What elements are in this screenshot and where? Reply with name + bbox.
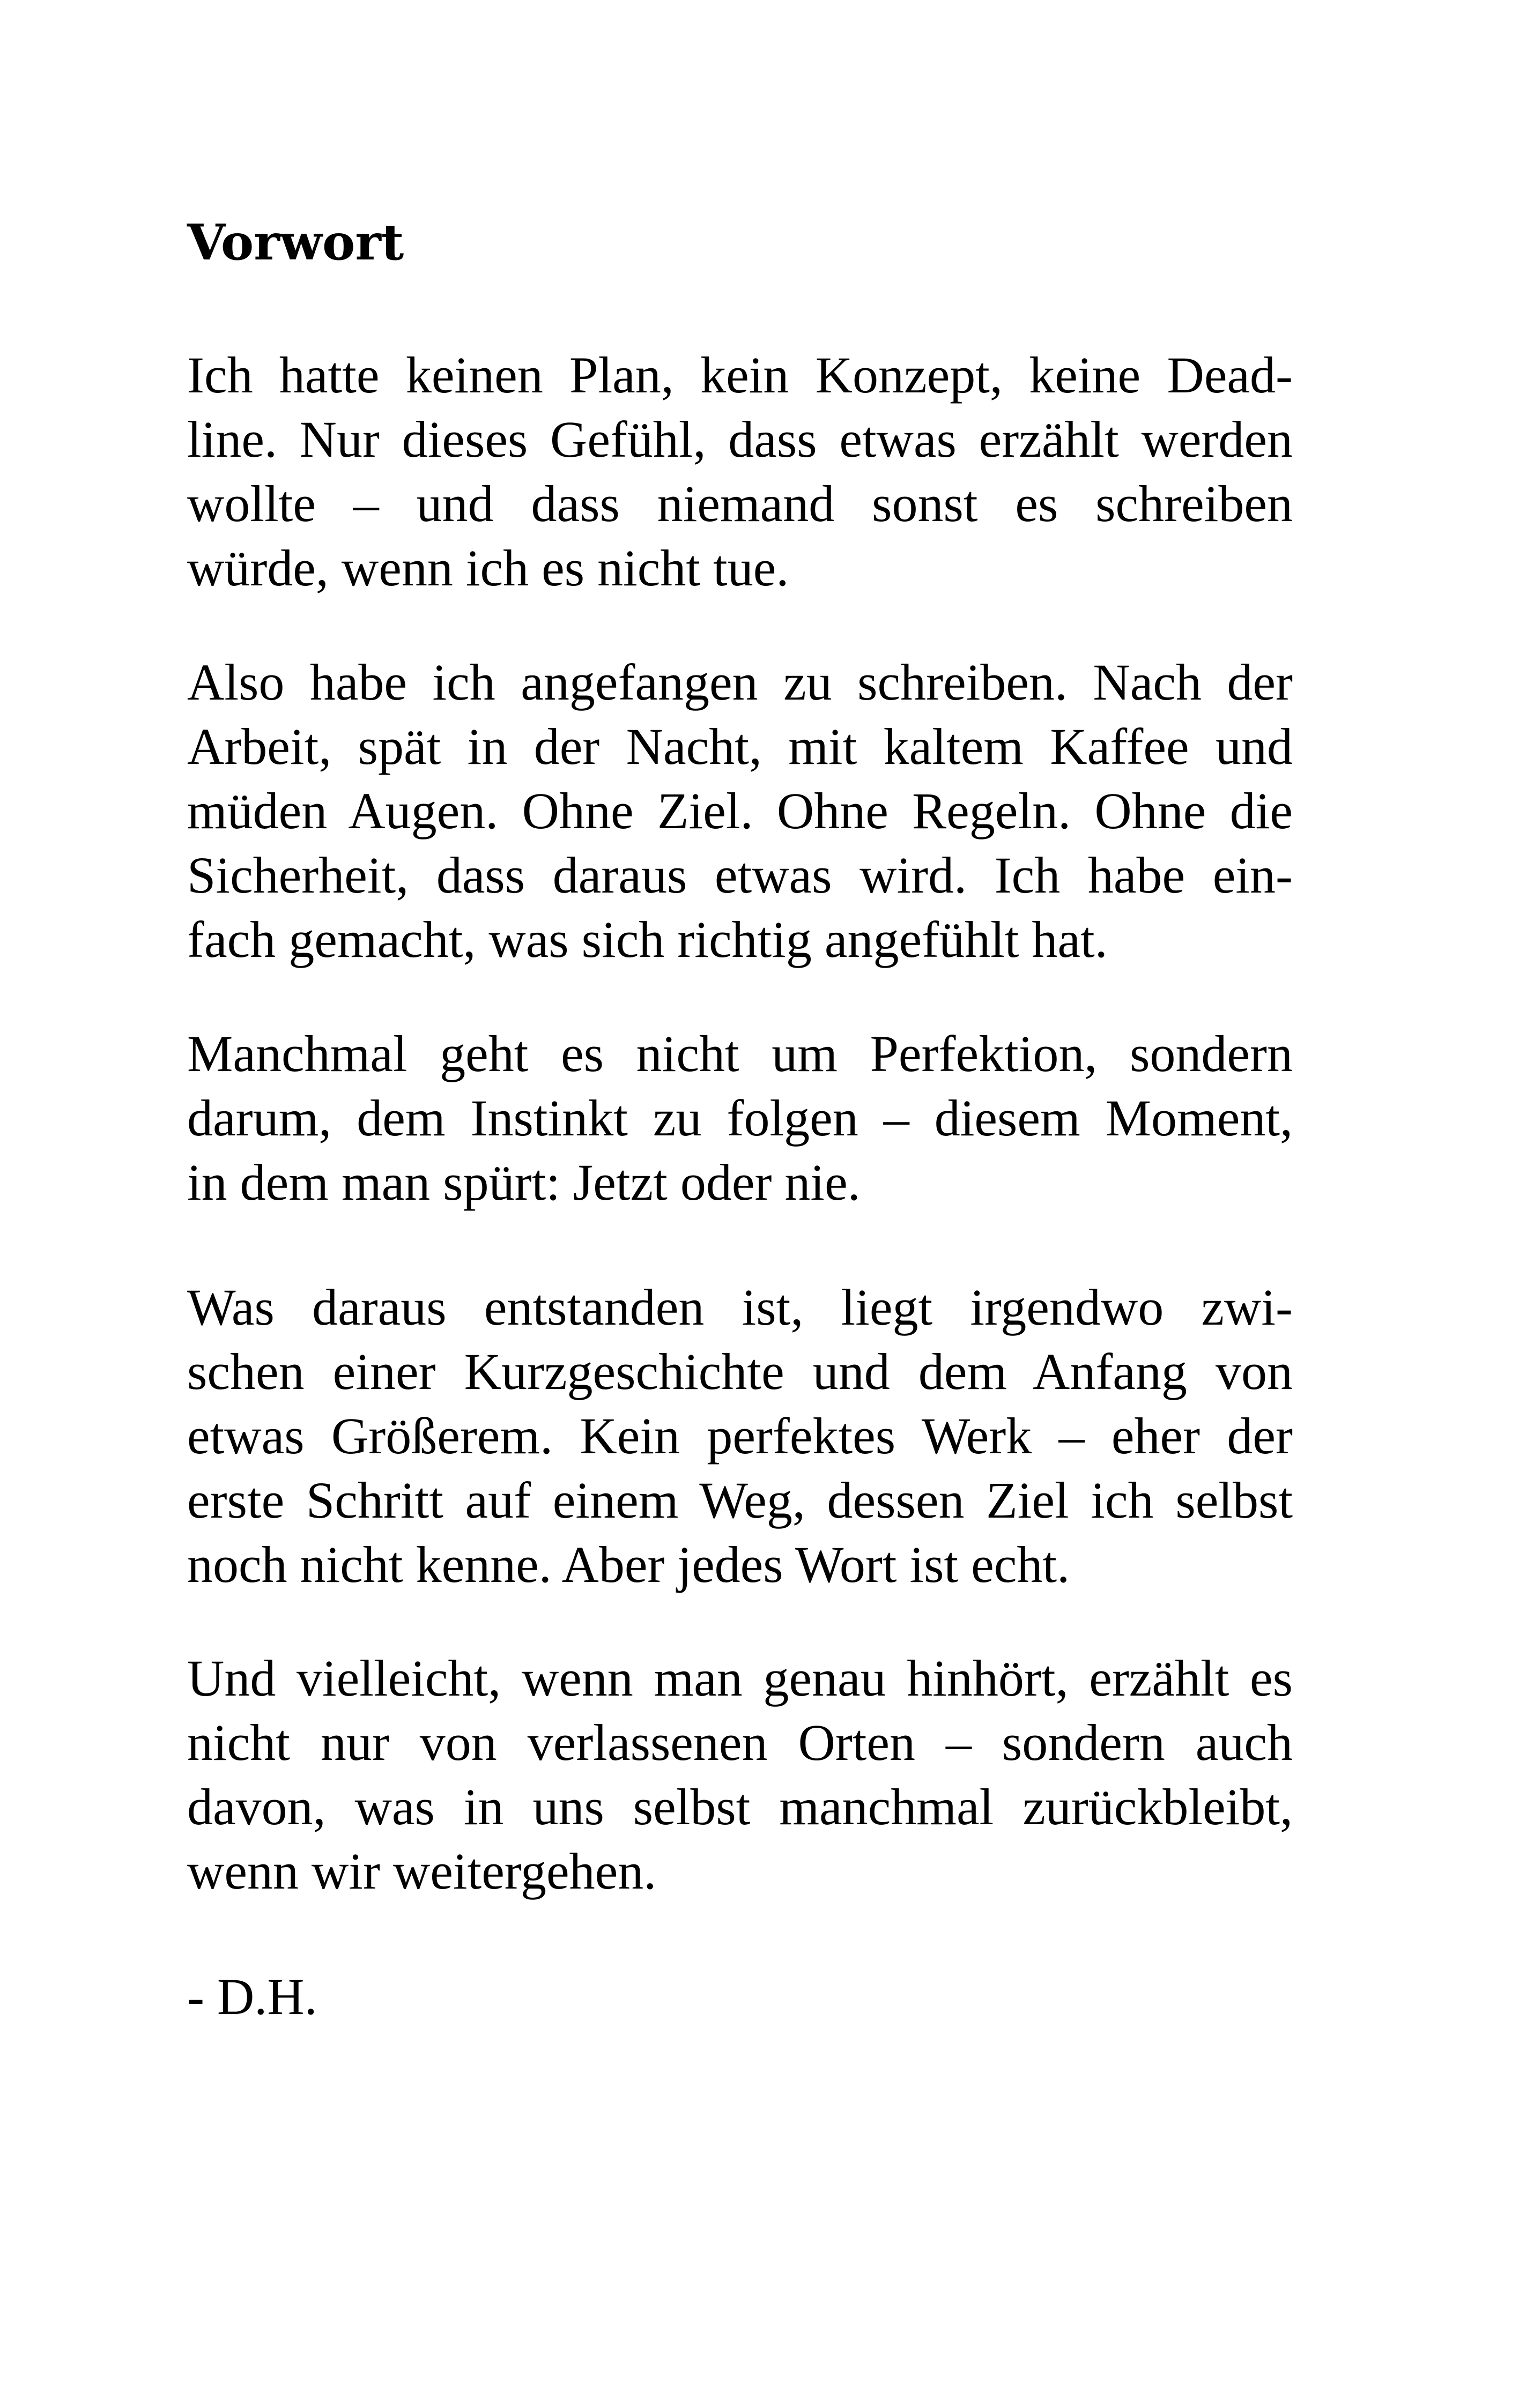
text-line: Und vielleicht, wenn man genau hinhört, erzählt es xyxy=(187,1649,1293,1707)
paragraph-4 xyxy=(187,1275,1293,1597)
text-line: in dem man spürt: Jetzt oder nie. xyxy=(187,1154,861,1211)
text-line: etwas Größerem. Kein perfektes Werk – eher der xyxy=(187,1407,1293,1465)
author-signature: - D.H. xyxy=(187,1968,317,2025)
text-line: Manchmal geht es nicht um Perfektion, sondern xyxy=(187,1025,1293,1082)
text-line: wollte – und dass niemand sonst es schreiben xyxy=(187,475,1293,532)
text-line: davon, was in uns selbst manchmal zurückbleibt, xyxy=(187,1778,1293,1835)
text-line: wenn wir weitergehen. xyxy=(187,1842,657,1900)
paragraph-5 xyxy=(187,1646,1293,1904)
text-line: Sicherheit, dass daraus etwas wird. Ich habe ein- xyxy=(187,846,1293,904)
text-line: nicht nur von verlassenen Orten – sondern auch xyxy=(187,1714,1293,1771)
text-line: erste Schritt auf einem Weg, dessen Ziel ich selbst xyxy=(187,1471,1293,1529)
text-line: Was daraus entstanden ist, liegt irgendwo zwi- xyxy=(187,1279,1293,1336)
text-line: Ich hatte keinen Plan, kein Konzept, keine Dead- xyxy=(187,346,1293,404)
text-line: würde, wenn ich es nicht tue. xyxy=(187,539,789,597)
text-line: noch nicht kenne. Aber jedes Wort ist echt. xyxy=(187,1536,1070,1593)
page-heading: Vorwort xyxy=(187,213,404,271)
paragraph-2 xyxy=(187,650,1293,972)
text-line: schen einer Kurzgeschichte und dem Anfang von xyxy=(187,1343,1293,1400)
text-line: fach gemacht, was sich richtig angefühlt hat. xyxy=(187,911,1108,968)
paragraph-3 xyxy=(187,1022,1293,1215)
text-line: Also habe ich angefangen zu schreiben. Nach der xyxy=(187,653,1293,711)
text-line: Arbeit, spät in der Nacht, mit kaltem Kaffee und xyxy=(187,718,1293,775)
paragraph-1 xyxy=(187,343,1293,600)
text-line: müden Augen. Ohne Ziel. Ohne Regeln. Ohne die xyxy=(187,782,1293,839)
text-line: line. Nur dieses Gefühl, dass etwas erzählt werden xyxy=(187,411,1293,468)
text-line: darum, dem Instinkt zu folgen – diesem Moment, xyxy=(187,1089,1293,1147)
